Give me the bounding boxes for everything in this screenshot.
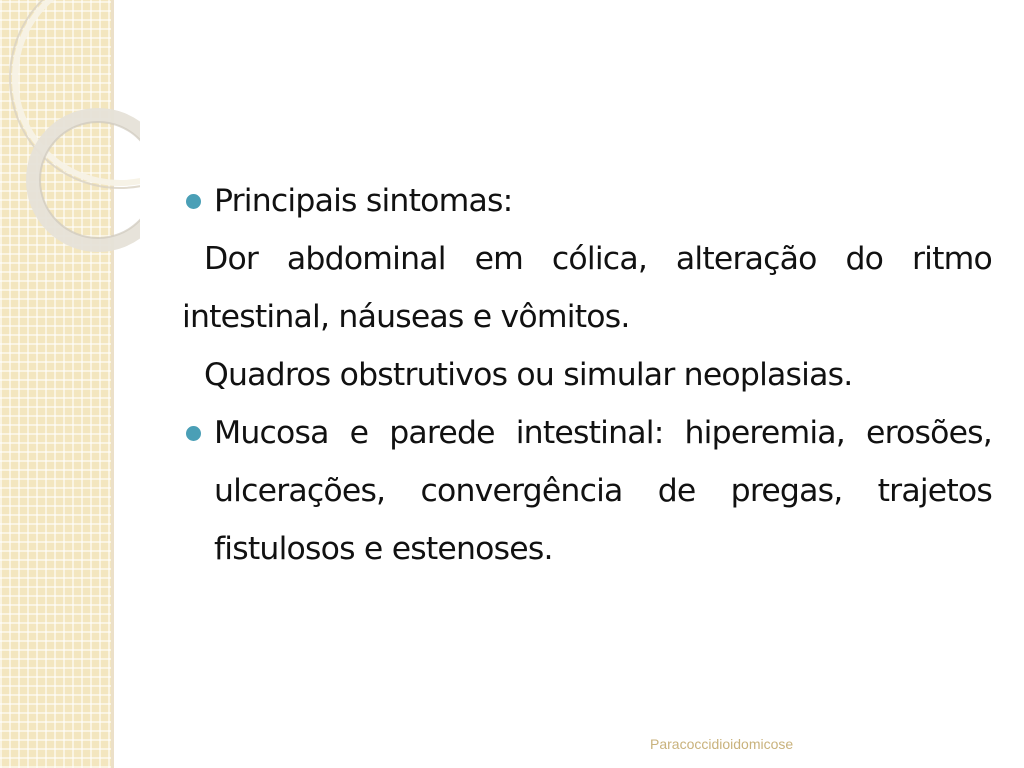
footer-title: Paracoccidioidomicose — [650, 736, 794, 752]
bullet-dot-icon — [186, 426, 201, 441]
paragraph-symptoms-2: Quadros obstrutivos ou simular neoplasias. — [204, 357, 853, 393]
bullet-item-symptoms — [182, 172, 992, 230]
symptoms-heading: Principais sintomas: — [214, 183, 513, 219]
bullet-item-mucosa — [182, 404, 992, 578]
paragraph-symptoms-1: Dor abdominal em cólica, alteração do ritmo intestinal, náuseas e vômitos. — [182, 241, 992, 335]
bullet-dot-icon — [186, 194, 201, 209]
decorative-rings — [0, 0, 140, 260]
slide-content — [182, 172, 992, 578]
mucosa-text: Mucosa e parede intestinal: hiperemia, erosões, ulcerações, convergência de pregas, trajetos fistulosos e estenoses. — [214, 415, 992, 567]
